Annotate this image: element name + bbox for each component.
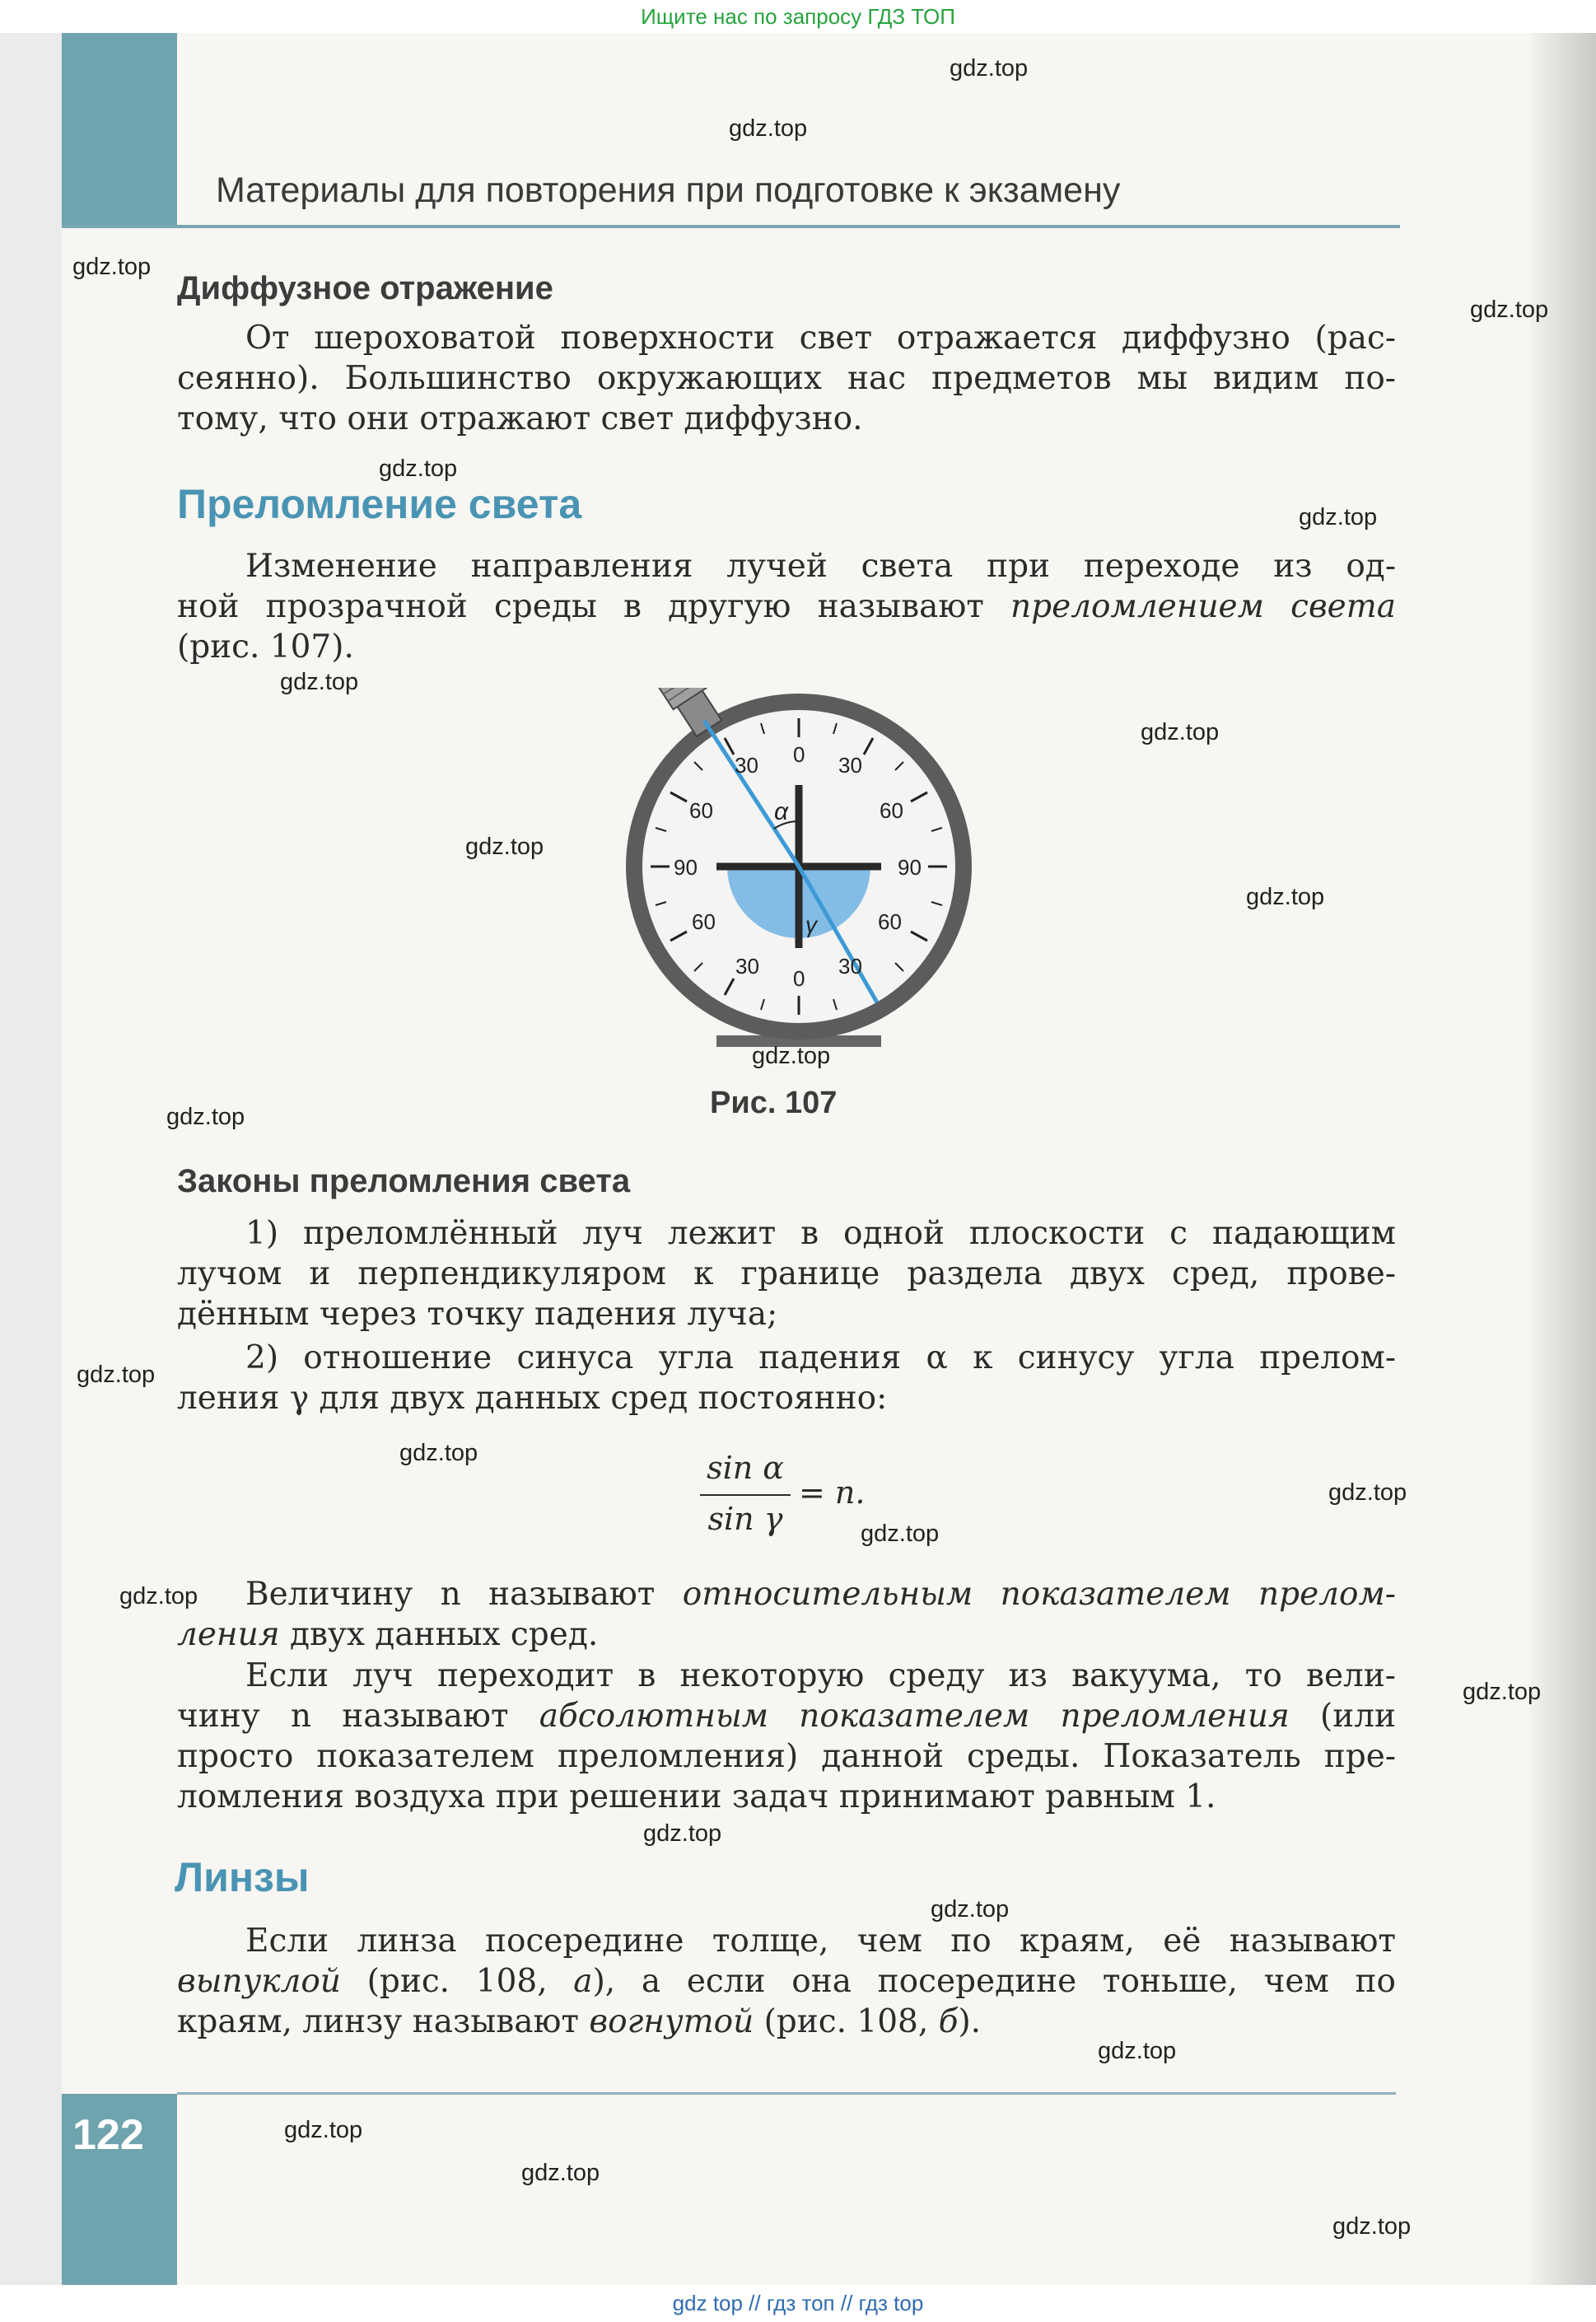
dial-label-90-left: 90 — [674, 855, 698, 880]
watermark: gdz.top — [521, 2160, 600, 2186]
left-page-edge — [0, 33, 62, 2285]
watermark: gdz.top — [931, 1896, 1010, 1923]
diffuse-reflection-heading: Диффузное отражение — [177, 270, 553, 306]
refraction-line-3: (рис. 107). — [177, 628, 354, 666]
dial-label-bottom-60-right: 60 — [878, 909, 902, 934]
watermark: gdz.top — [1332, 2213, 1412, 2240]
formula-numerator: sin α — [707, 1450, 784, 1486]
footer-divider — [177, 2092, 1396, 2095]
law-line-2: лучом и перпендикуляром к границе раздела двух сред, прове- — [177, 1255, 1396, 1292]
watermark: gdz.top — [1141, 719, 1220, 745]
watermark: gdz.top — [284, 2117, 363, 2143]
watermark: gdz.top — [1246, 884, 1325, 910]
relative-index-line-2: ления двух данных сред. — [177, 1616, 599, 1653]
dial-label-top-30-right: 30 — [838, 753, 862, 778]
watermark: gdz.top — [465, 834, 544, 860]
page-header-title: Материалы для повторения при подготовке к экзамену — [216, 171, 1121, 210]
dial-label-bottom-30-right: 30 — [838, 954, 862, 979]
watermark: gdz.top — [379, 456, 458, 482]
header-divider — [62, 225, 1400, 228]
law-line-3: дённым через точку падения луча; — [177, 1296, 778, 1333]
watermark: gdz.top — [729, 115, 808, 142]
refraction-laws-heading: Законы преломления света — [177, 1163, 631, 1199]
refraction-dial-figure — [593, 688, 988, 1050]
dial-label-top-60-right: 60 — [880, 798, 903, 823]
watermark: gdz.top — [861, 1521, 940, 1547]
dial-label-bottom-0: 0 — [793, 966, 805, 991]
top-banner[interactable]: Ищите нас по запросу ГДЗ ТОП — [0, 0, 1596, 33]
watermark: gdz.top — [77, 1362, 156, 1388]
watermark: gdz.top — [399, 1440, 478, 1466]
law-line-1: 1) преломлённый луч лежит в одной плоскости с падающим — [245, 1215, 1396, 1252]
fraction-bar — [700, 1494, 791, 1496]
watermark: gdz.top — [752, 1043, 831, 1069]
watermark: gdz.top — [1328, 1479, 1407, 1506]
formula-rhs: = n. — [799, 1474, 866, 1511]
watermark: gdz.top — [1470, 297, 1549, 323]
watermark: gdz.top — [72, 254, 152, 280]
refraction-heading: Преломление света — [177, 481, 582, 527]
lenses-heading: Линзы — [175, 1854, 310, 1900]
diffuse-line-2: сеянно). Большинство окружающих нас предметов мы видим по- — [177, 360, 1396, 397]
page-number: 122 — [72, 2111, 144, 2159]
lenses-line-1: Если линза посередине толще, чем по краям, её называют — [245, 1923, 1396, 1960]
dial-label-top-30-left: 30 — [735, 753, 758, 778]
law-line-5: ления γ для двух данных сред постоянно: — [177, 1380, 888, 1417]
dial-label-top-60-left: 60 — [689, 798, 713, 823]
watermark: gdz.top — [166, 1104, 245, 1130]
diffuse-line-1: От шероховатой поверхности свет отражается диффузно (рас- — [245, 320, 1396, 357]
watermark: gdz.top — [119, 1583, 198, 1610]
absolute-index-line-3: просто показателем преломления) данной среды. Показатель пре- — [177, 1738, 1396, 1775]
header-side-band — [62, 33, 177, 227]
lenses-line-3: краям, линзу называют вогнутой (рис. 108, б). — [177, 2003, 982, 2040]
bottom-banner[interactable]: gdz top // гдз топ // гдз top — [0, 2285, 1596, 2322]
figure-107-caption: Рис. 107 — [710, 1086, 838, 1120]
lenses-line-2: выпуклой (рис. 108, а), а если она посередине тоньше, чем по — [177, 1963, 1396, 2000]
dial-label-90-right: 90 — [898, 855, 922, 880]
dial-label-bottom-60-left: 60 — [692, 909, 716, 934]
absolute-index-line-1: Если луч переходит в некоторую среду из вакуума, то вели- — [245, 1657, 1396, 1694]
diffuse-line-3: тому, что они отражают свет диффузно. — [177, 400, 863, 437]
formula-denominator: sin γ — [707, 1501, 783, 1537]
watermark: gdz.top — [950, 55, 1029, 82]
watermark: gdz.top — [1098, 2038, 1177, 2064]
refraction-line-2: ной прозрачной среды в другую называют преломлением света — [177, 588, 1396, 625]
watermark: gdz.top — [280, 669, 359, 695]
watermark: gdz.top — [1299, 504, 1378, 530]
absolute-index-line-2: чину n называют абсолютным показателем преломления (или — [177, 1698, 1396, 1735]
law-line-4: 2) отношение синуса угла падения α к синусу угла прелом- — [245, 1339, 1396, 1376]
dial-label-bottom-30-left: 30 — [735, 954, 759, 979]
absolute-index-line-4: ломления воздуха при решении задач принимают равным 1. — [177, 1778, 1216, 1815]
gamma-symbol: γ — [805, 912, 817, 937]
refraction-line-1: Изменение направления лучей света при переходе из од- — [245, 548, 1396, 585]
right-page-edge — [1530, 33, 1596, 2285]
watermark: gdz.top — [1463, 1679, 1542, 1705]
alpha-symbol: α — [774, 798, 789, 825]
watermark: gdz.top — [643, 1820, 722, 1847]
dial-label-top-0: 0 — [793, 742, 805, 767]
relative-index-line-1: Величину n называют относительным показателем прелом- — [245, 1576, 1396, 1613]
